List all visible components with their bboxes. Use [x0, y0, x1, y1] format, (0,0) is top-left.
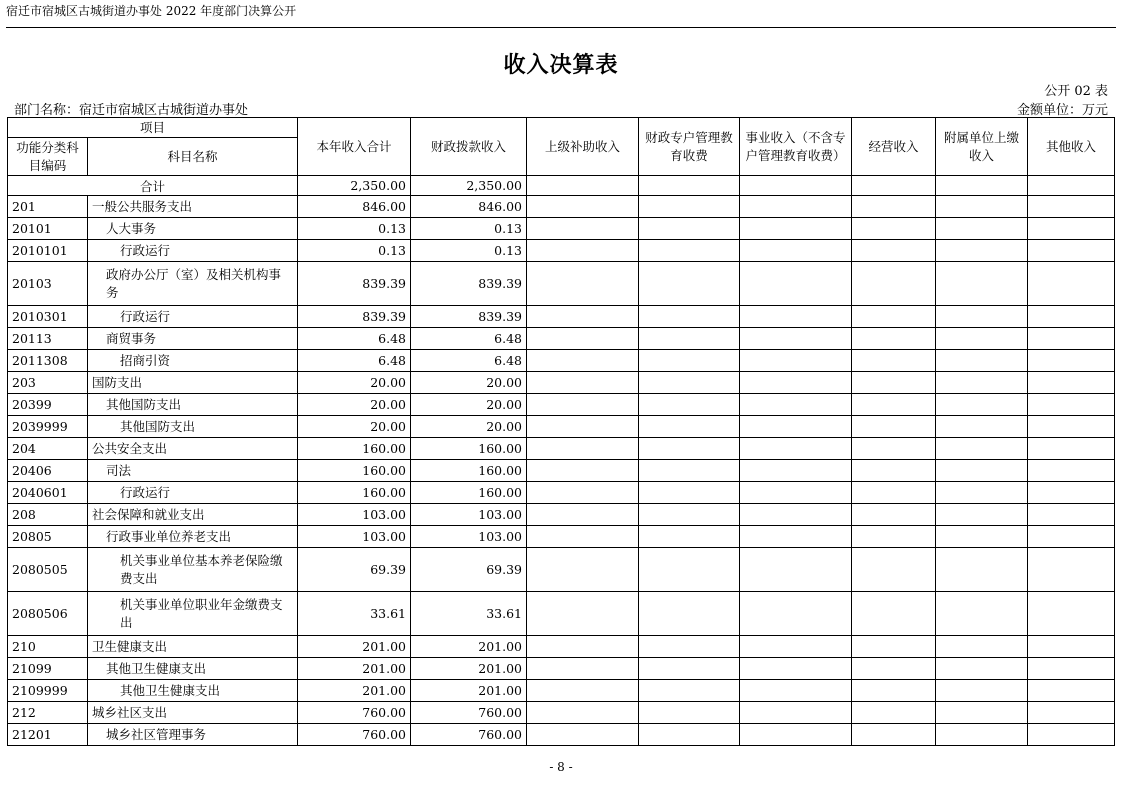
- header-item: 项目: [8, 118, 298, 138]
- row-fiscal: 201.00: [411, 636, 527, 658]
- empty-cell: [1028, 438, 1115, 460]
- row-fiscal: 760.00: [411, 702, 527, 724]
- row-total: 760.00: [298, 702, 411, 724]
- empty-cell: [852, 680, 936, 702]
- empty-cell: [852, 724, 936, 746]
- header-total: 本年收入合计: [298, 118, 411, 176]
- total-label: 合计: [8, 176, 298, 196]
- empty-cell: [740, 262, 852, 306]
- table-row: [8, 482, 1115, 504]
- row-code: 2080505: [8, 548, 88, 592]
- table-row: [8, 636, 1115, 658]
- row-name: 一般公共服务支出: [88, 196, 298, 218]
- empty-cell: [527, 416, 639, 438]
- empty-cell: [527, 438, 639, 460]
- row-code: 20805: [8, 526, 88, 548]
- empty-cell: [639, 680, 740, 702]
- empty-cell: [639, 306, 740, 328]
- table-row: [8, 218, 1115, 240]
- empty-cell: [740, 702, 852, 724]
- row-fiscal: 201.00: [411, 658, 527, 680]
- row-total: 160.00: [298, 438, 411, 460]
- empty-cell: [852, 548, 936, 592]
- header-edu: 财政专户管理教育收费: [639, 118, 740, 176]
- row-total: 33.61: [298, 592, 411, 636]
- table-row: [8, 658, 1115, 680]
- table-row: [8, 548, 1115, 592]
- row-fiscal: 160.00: [411, 438, 527, 460]
- row-name: 公共安全支出: [88, 438, 298, 460]
- empty-cell: [1028, 460, 1115, 482]
- empty-cell: [852, 526, 936, 548]
- empty-cell: [936, 658, 1028, 680]
- row-code: 20406: [8, 460, 88, 482]
- row-name: 人大事务: [88, 218, 298, 240]
- empty-cell: [1028, 416, 1115, 438]
- empty-cell: [852, 482, 936, 504]
- row-fiscal: 0.13: [411, 240, 527, 262]
- row-code: 212: [8, 702, 88, 724]
- empty-cell: [852, 328, 936, 350]
- empty-cell: [740, 416, 852, 438]
- row-fiscal: 6.48: [411, 328, 527, 350]
- empty-cell: [740, 394, 852, 416]
- empty-cell: [740, 372, 852, 394]
- header-other: 其他收入: [1028, 118, 1115, 176]
- empty-cell: [527, 702, 639, 724]
- row-code: 210: [8, 636, 88, 658]
- running-header: 宿迁市宿城区古城街道办事处 2022 年度部门决算公开: [6, 4, 297, 18]
- empty-cell: [639, 504, 740, 526]
- row-code: 20103: [8, 262, 88, 306]
- empty-cell: [639, 416, 740, 438]
- empty-cell: [1028, 724, 1115, 746]
- total-row: [8, 176, 1115, 196]
- header-name: 科目名称: [88, 138, 298, 176]
- empty-cell: [527, 680, 639, 702]
- empty-cell: [1028, 394, 1115, 416]
- empty-cell: [1028, 262, 1115, 306]
- row-name: 行政运行: [88, 240, 298, 262]
- empty-cell: [936, 702, 1028, 724]
- empty-cell: [852, 240, 936, 262]
- empty-cell: [852, 416, 936, 438]
- empty-cell: [936, 306, 1028, 328]
- empty-cell: [639, 218, 740, 240]
- empty-cell: [1028, 240, 1115, 262]
- empty-cell: [527, 636, 639, 658]
- row-code: 2040601: [8, 482, 88, 504]
- row-name: 行政事业单位养老支出: [88, 526, 298, 548]
- row-name: 其他国防支出: [88, 416, 298, 438]
- header-business: 事业收入（不含专户管理教育收费）: [740, 118, 852, 176]
- empty-cell: [527, 196, 639, 218]
- empty-cell: [1028, 526, 1115, 548]
- row-fiscal: 760.00: [411, 724, 527, 746]
- empty-cell: [740, 482, 852, 504]
- empty-cell: [740, 328, 852, 350]
- empty-cell: [936, 460, 1028, 482]
- total-fiscal: 2,350.00: [411, 176, 527, 196]
- row-total: 20.00: [298, 416, 411, 438]
- empty-cell: [740, 658, 852, 680]
- row-code: 2039999: [8, 416, 88, 438]
- empty-cell: [1028, 482, 1115, 504]
- form-number: 公开 02 表: [1044, 84, 1108, 99]
- table-row: [8, 328, 1115, 350]
- amount-unit: 金额单位：万元: [1016, 103, 1108, 118]
- empty-cell: [852, 636, 936, 658]
- empty-cell: [852, 438, 936, 460]
- empty-cell: [527, 658, 639, 680]
- table-row: [8, 460, 1115, 482]
- table-row: [8, 394, 1115, 416]
- empty-cell: [852, 592, 936, 636]
- row-fiscal: 103.00: [411, 504, 527, 526]
- empty-cell: [527, 460, 639, 482]
- empty-cell: [740, 196, 852, 218]
- empty-cell: [852, 218, 936, 240]
- row-fiscal: 20.00: [411, 394, 527, 416]
- empty-cell: [936, 592, 1028, 636]
- row-code: 204: [8, 438, 88, 460]
- row-fiscal: 103.00: [411, 526, 527, 548]
- row-fiscal: 839.39: [411, 306, 527, 328]
- row-name: 国防支出: [88, 372, 298, 394]
- row-name: 其他卫生健康支出: [88, 658, 298, 680]
- table-row: [8, 526, 1115, 548]
- table-row: [8, 702, 1115, 724]
- row-fiscal: 846.00: [411, 196, 527, 218]
- empty-cell: [936, 724, 1028, 746]
- row-code: 2011308: [8, 350, 88, 372]
- empty-cell: [1028, 680, 1115, 702]
- empty-cell: [1028, 548, 1115, 592]
- empty-cell: [936, 438, 1028, 460]
- row-name: 社会保障和就业支出: [88, 504, 298, 526]
- row-name: 行政运行: [88, 482, 298, 504]
- table-row: [8, 416, 1115, 438]
- empty-cell: [639, 702, 740, 724]
- row-total: 0.13: [298, 240, 411, 262]
- empty-cell: [527, 548, 639, 592]
- empty-cell: [740, 548, 852, 592]
- empty-cell: [936, 372, 1028, 394]
- empty-cell: [936, 350, 1028, 372]
- empty-cell: [740, 680, 852, 702]
- row-fiscal: 20.00: [411, 416, 527, 438]
- empty-cell: [936, 394, 1028, 416]
- row-name: 机关事业单位基本养老保险缴费支出: [88, 548, 298, 592]
- empty-cell: [936, 680, 1028, 702]
- empty-cell: [639, 592, 740, 636]
- empty-cell: [1028, 702, 1115, 724]
- empty-cell: [1028, 350, 1115, 372]
- empty-cell: [936, 416, 1028, 438]
- row-total: 201.00: [298, 636, 411, 658]
- page-title: 收入决算表: [503, 53, 619, 78]
- empty-cell: [639, 724, 740, 746]
- row-name: 商贸事务: [88, 328, 298, 350]
- empty-cell: [936, 240, 1028, 262]
- empty-cell: [527, 218, 639, 240]
- empty-cell: [740, 504, 852, 526]
- empty-cell: [1028, 196, 1115, 218]
- total-income: 2,350.00: [298, 176, 411, 196]
- row-fiscal: 6.48: [411, 350, 527, 372]
- header-rule: [6, 27, 1116, 28]
- empty-cell: [1028, 372, 1115, 394]
- row-code: 20113: [8, 328, 88, 350]
- row-total: 103.00: [298, 504, 411, 526]
- empty-cell: [852, 196, 936, 218]
- row-total: 839.39: [298, 306, 411, 328]
- header-superior: 上级补助收入: [527, 118, 639, 176]
- row-total: 6.48: [298, 350, 411, 372]
- row-total: 0.13: [298, 218, 411, 240]
- row-total: 201.00: [298, 680, 411, 702]
- empty-cell: [527, 328, 639, 350]
- empty-cell: [639, 658, 740, 680]
- empty-cell: [936, 218, 1028, 240]
- row-name: 城乡社区管理事务: [88, 724, 298, 746]
- row-fiscal: 33.61: [411, 592, 527, 636]
- row-code: 2109999: [8, 680, 88, 702]
- empty-cell: [936, 262, 1028, 306]
- row-code: 201: [8, 196, 88, 218]
- income-table: [7, 117, 1115, 746]
- row-name: 机关事业单位职业年金缴费支出: [88, 592, 298, 636]
- empty-cell: [852, 504, 936, 526]
- empty-cell: [1028, 658, 1115, 680]
- empty-cell: [852, 460, 936, 482]
- row-fiscal: 0.13: [411, 218, 527, 240]
- empty-cell: [527, 262, 639, 306]
- row-total: 160.00: [298, 460, 411, 482]
- table-row: [8, 504, 1115, 526]
- empty-cell: [852, 372, 936, 394]
- empty-cell: [639, 196, 740, 218]
- row-fiscal: 160.00: [411, 460, 527, 482]
- row-code: 2010301: [8, 306, 88, 328]
- empty-cell: [1028, 636, 1115, 658]
- row-total: 20.00: [298, 394, 411, 416]
- header-affiliated: 附属单位上缴收入: [936, 118, 1028, 176]
- empty-cell: [740, 526, 852, 548]
- row-total: 839.39: [298, 262, 411, 306]
- header-code: 功能分类科目编码: [8, 138, 88, 176]
- row-total: 846.00: [298, 196, 411, 218]
- empty-cell: [740, 306, 852, 328]
- empty-cell: [639, 372, 740, 394]
- row-fiscal: 20.00: [411, 372, 527, 394]
- row-code: 20101: [8, 218, 88, 240]
- empty-cell: [936, 482, 1028, 504]
- empty-cell: [852, 262, 936, 306]
- table-row: [8, 372, 1115, 394]
- row-fiscal: 839.39: [411, 262, 527, 306]
- empty-cell: [740, 724, 852, 746]
- row-name: 卫生健康支出: [88, 636, 298, 658]
- row-code: 2010101: [8, 240, 88, 262]
- empty-cell: [639, 262, 740, 306]
- empty-cell: [740, 350, 852, 372]
- table-row: [8, 724, 1115, 746]
- empty-cell: [527, 592, 639, 636]
- empty-cell: [740, 592, 852, 636]
- empty-cell: [639, 636, 740, 658]
- row-fiscal: 201.00: [411, 680, 527, 702]
- table-row: [8, 240, 1115, 262]
- empty-cell: [1028, 306, 1115, 328]
- empty-cell: [639, 350, 740, 372]
- row-name: 政府办公厅（室）及相关机构事务: [88, 262, 298, 306]
- row-fiscal: 69.39: [411, 548, 527, 592]
- empty-cell: [639, 482, 740, 504]
- empty-cell: [639, 548, 740, 592]
- empty-cell: [527, 350, 639, 372]
- row-fiscal: 160.00: [411, 482, 527, 504]
- row-code: 21099: [8, 658, 88, 680]
- row-total: 160.00: [298, 482, 411, 504]
- empty-cell: [527, 482, 639, 504]
- table-row: [8, 438, 1115, 460]
- empty-cell: [527, 394, 639, 416]
- table-row: [8, 350, 1115, 372]
- table-row: [8, 592, 1115, 636]
- table-row: [8, 196, 1115, 218]
- table-row: [8, 262, 1115, 306]
- empty-cell: [1028, 218, 1115, 240]
- row-total: 201.00: [298, 658, 411, 680]
- empty-cell: [852, 306, 936, 328]
- row-name: 司法: [88, 460, 298, 482]
- empty-cell: [639, 460, 740, 482]
- row-total: 20.00: [298, 372, 411, 394]
- empty-cell: [639, 438, 740, 460]
- empty-cell: [1028, 328, 1115, 350]
- row-code: 208: [8, 504, 88, 526]
- empty-cell: [852, 350, 936, 372]
- empty-cell: [852, 394, 936, 416]
- row-code: 2080506: [8, 592, 88, 636]
- empty-cell: [936, 328, 1028, 350]
- table-row: [8, 306, 1115, 328]
- header-fiscal: 财政拨款收入: [411, 118, 527, 176]
- empty-cell: [852, 658, 936, 680]
- empty-cell: [740, 240, 852, 262]
- empty-cell: [527, 504, 639, 526]
- empty-cell: [527, 306, 639, 328]
- empty-cell: [1028, 504, 1115, 526]
- row-name: 城乡社区支出: [88, 702, 298, 724]
- row-total: 69.39: [298, 548, 411, 592]
- row-name: 行政运行: [88, 306, 298, 328]
- empty-cell: [527, 724, 639, 746]
- empty-cell: [740, 460, 852, 482]
- row-total: 6.48: [298, 328, 411, 350]
- empty-cell: [527, 372, 639, 394]
- department-name: 部门名称：宿迁市宿城区古城街道办事处: [14, 103, 249, 118]
- empty-cell: [740, 218, 852, 240]
- row-name: 其他国防支出: [88, 394, 298, 416]
- row-code: 203: [8, 372, 88, 394]
- empty-cell: [639, 328, 740, 350]
- empty-cell: [936, 196, 1028, 218]
- row-code: 20399: [8, 394, 88, 416]
- empty-cell: [936, 526, 1028, 548]
- table-row: [8, 680, 1115, 702]
- empty-cell: [1028, 592, 1115, 636]
- empty-cell: [936, 504, 1028, 526]
- page-number: - 8 -: [549, 760, 573, 774]
- empty-cell: [936, 636, 1028, 658]
- row-name: 招商引资: [88, 350, 298, 372]
- empty-cell: [639, 240, 740, 262]
- empty-cell: [527, 240, 639, 262]
- row-code: 21201: [8, 724, 88, 746]
- empty-cell: [639, 526, 740, 548]
- empty-cell: [639, 394, 740, 416]
- row-total: 760.00: [298, 724, 411, 746]
- empty-cell: [740, 438, 852, 460]
- header-operating: 经营收入: [852, 118, 936, 176]
- empty-cell: [936, 548, 1028, 592]
- row-name: 其他卫生健康支出: [88, 680, 298, 702]
- empty-cell: [527, 526, 639, 548]
- row-total: 103.00: [298, 526, 411, 548]
- empty-cell: [740, 636, 852, 658]
- empty-cell: [852, 702, 936, 724]
